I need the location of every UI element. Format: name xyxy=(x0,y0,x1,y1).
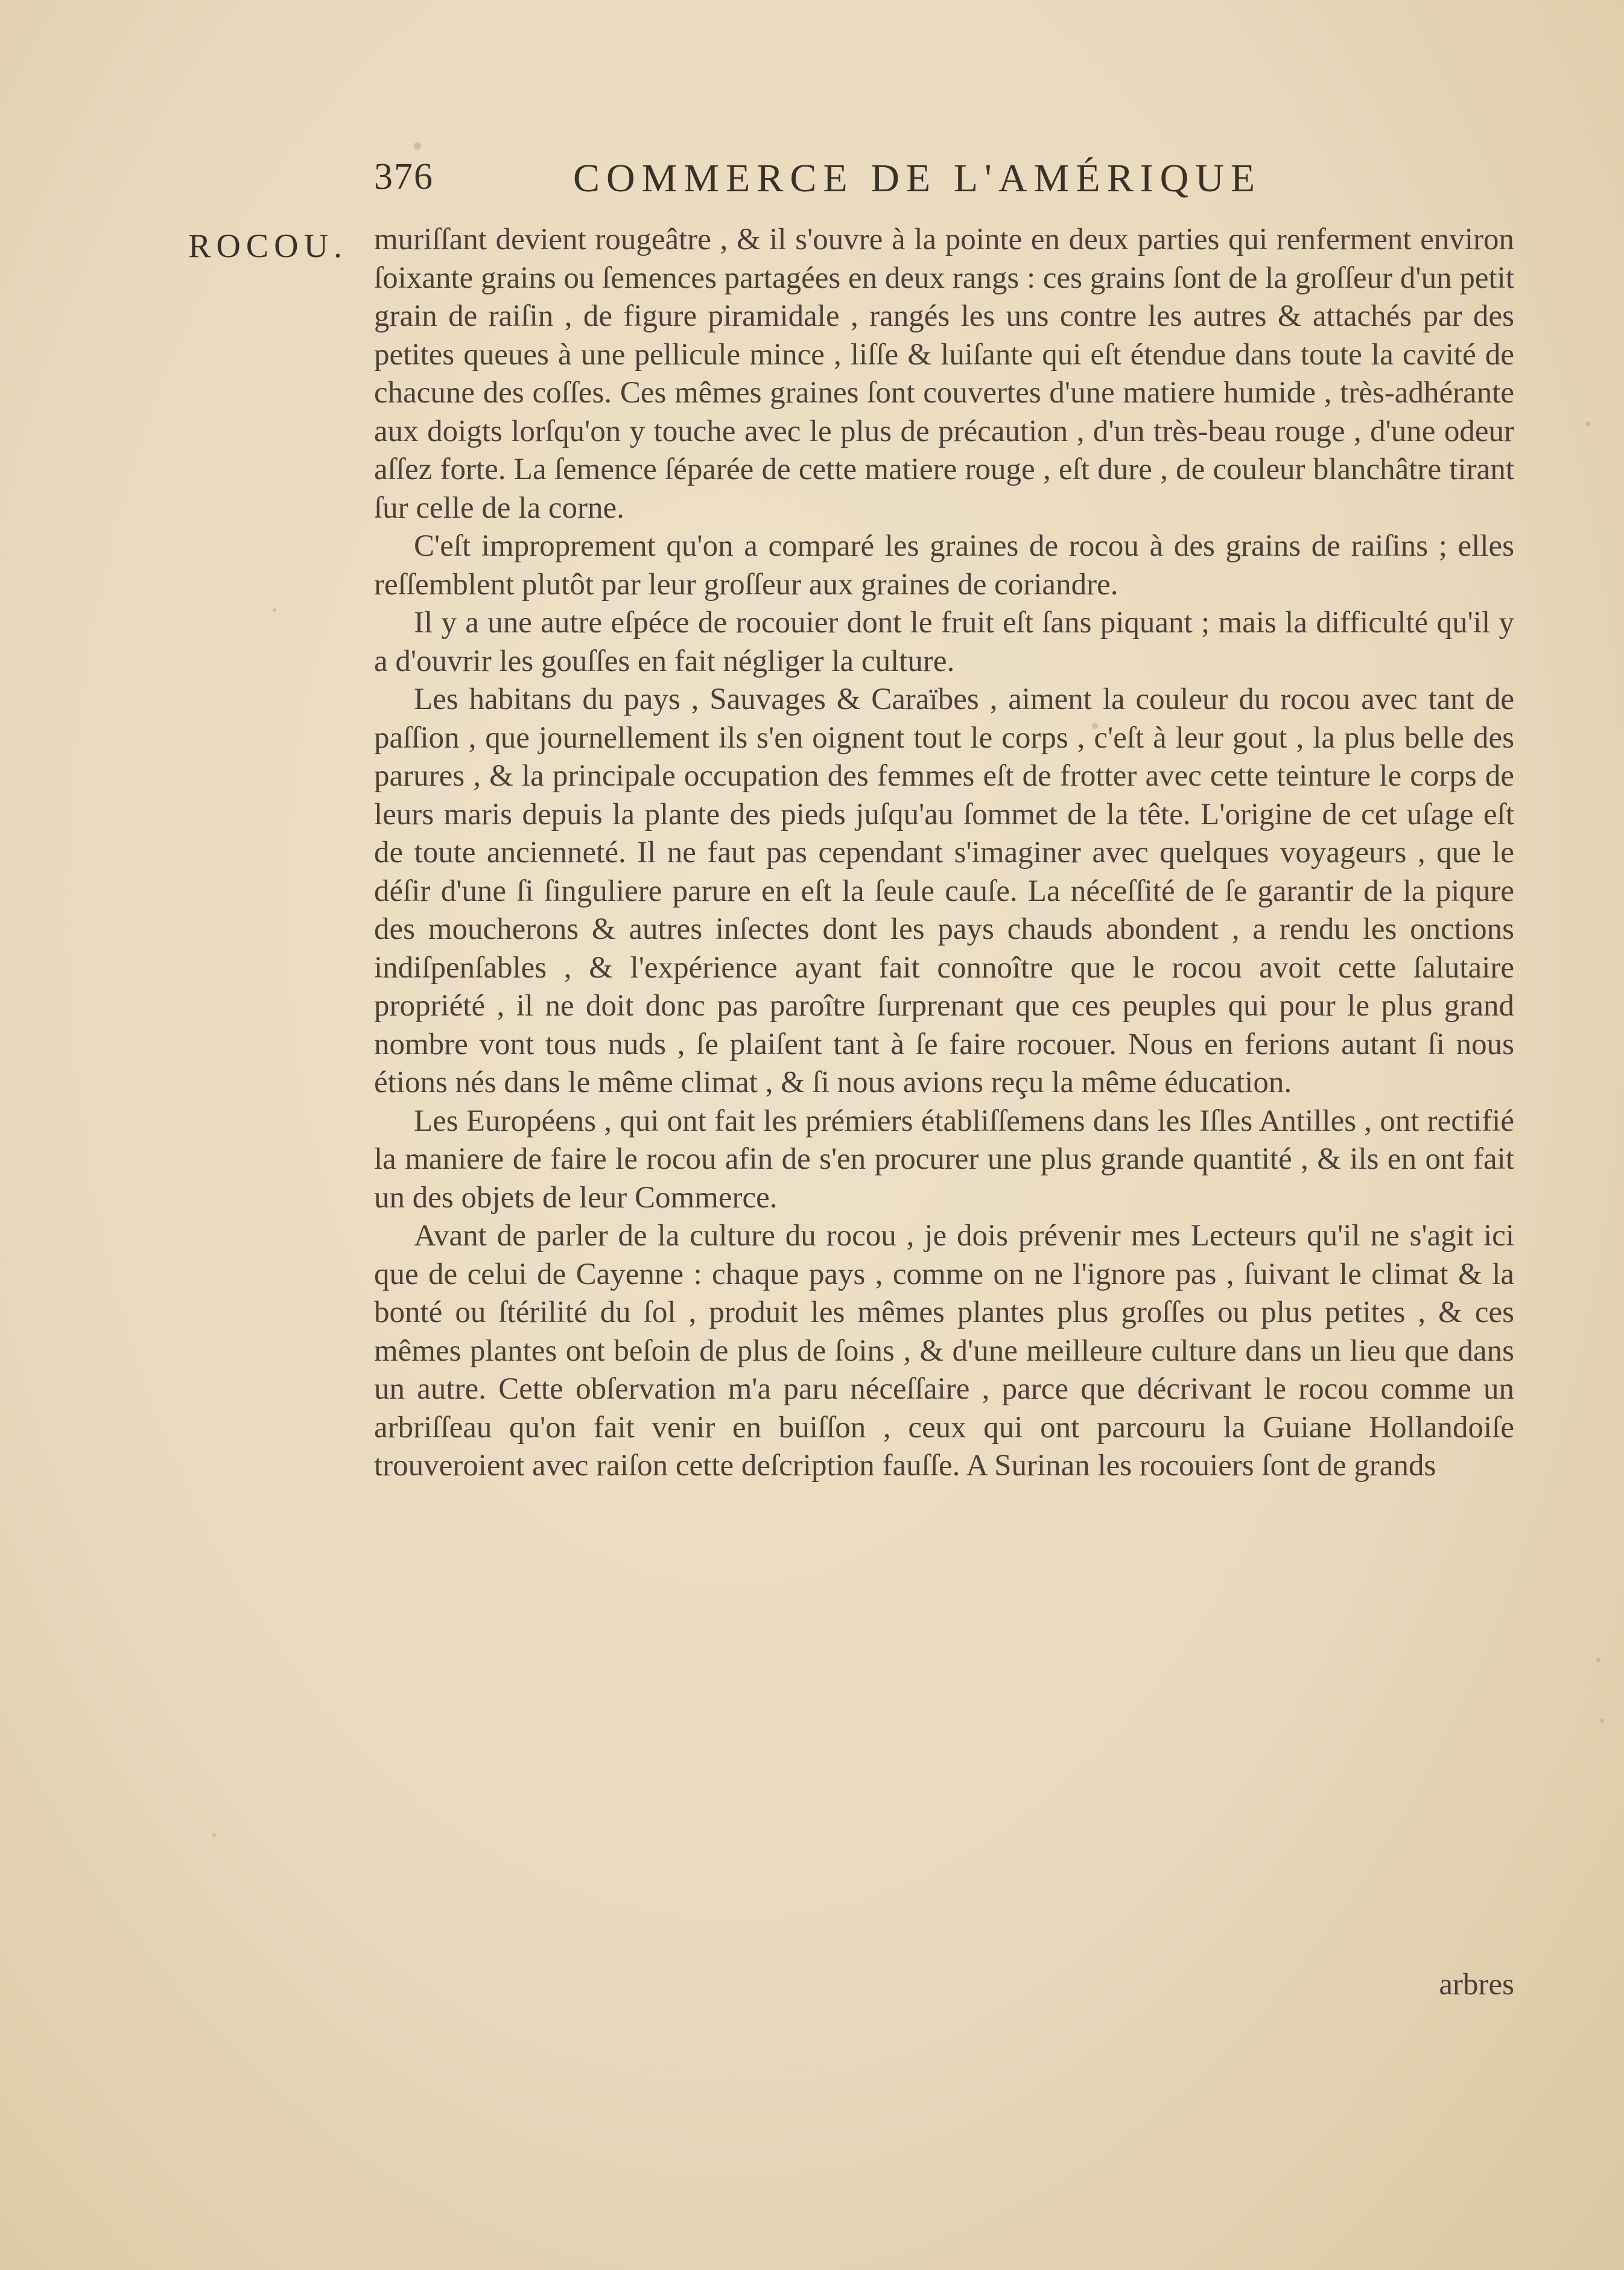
paper-spot xyxy=(273,608,276,612)
paper-spot xyxy=(414,142,421,150)
running-head xyxy=(374,156,1400,204)
paragraph: Les Européens , qui ont fait les prémiers établiſſemens dans les Iſles Antilles , ont rectifié la maniere de faire le rocou afin de s'en procurer une plus grande quantité , & ils en ont fait un des objets de leur Commerce. xyxy=(374,1104,1514,1215)
paper-spot xyxy=(212,1833,216,1837)
running-title: COMMERCE DE L'AMÉRIQUE xyxy=(573,156,1262,200)
catchword: arbres xyxy=(1439,1968,1514,2001)
paper-spot xyxy=(1585,421,1591,427)
paragraph: muriſſant devient rougeâtre , & il s'ouvre à la pointe en deux parties qui renferment environ ſoixante grains ou ſemences partagées en deux rangs : ces grains ſont de la groſſeur d'un petit grain de raiſin , de figure piramidale , rangés les uns contre les autres & attachés par des petites queues à une pellicule mince , liſſe & luiſante qui eſt étendue dans toute la cavité de chacune des coſſes. Ces mêmes graines ſont couvertes d'une matiere humide , très-adhérante aux doigts lorſqu'on y touche avec le plus de précaution , d'un très-beau rouge , d'une odeur aſſez forte. La ſemence ſéparée de cette matiere rouge , eſt dure , de couleur blanchâtre tirant ſur celle de la corne. xyxy=(374,223,1514,525)
paper-spot xyxy=(1600,1718,1604,1723)
paragraph: C'eſt improprement qu'on a comparé les graines de rocou à des grains de raiſins ; elles reſſemblent plutôt par leur groſſeur aux graines de coriandre. xyxy=(374,529,1514,602)
paper-spot xyxy=(1596,1658,1600,1662)
page-number: 376 xyxy=(374,156,434,197)
paragraph: Il y a une autre eſpéce de rocouier dont le fruit eſt ſans piquant ; mais la difficulté qu'il y a d'ouvrir les gouſſes en fait négliger la culture. xyxy=(374,606,1514,678)
paragraph: Avant de parler de la culture du rocou , je dois prévenir mes Lecteurs qu'il ne s'agit ici que de celui de Cayenne : chaque pays , comme on ne l'ignore pas , ſuivant le climat & la bonté ou ſtérilité du ſol , produit les mêmes plantes plus groſſes ou plus petites , & ces mêmes plantes ont beſoin de plus de ſoins , & d'une meilleure culture dans un lieu que dans un autre. Cette obſervation m'a paru néceſſaire , parce que décrivant le rocou comme un arbriſſeau qu'on fait venir en buiſſon , ceux qui ont parcouru la Guiane Hollandoiſe trouveroient avec raiſon cette deſcription fauſſe. A Surinan les rocouiers ſont de grands xyxy=(374,1219,1514,1483)
margin-note: ROCOU. xyxy=(188,227,348,265)
body-text xyxy=(374,221,1514,1486)
paragraph: Les habitans du pays , Sauvages & Caraïbes , aiment la couleur du rocou avec tant de paſſion , que journellement ils s'en oignent tout le corps , c'eſt à leur gout , la plus belle des parures , & la principale occupation des femmes eſt de frotter avec cette teinture le corps de leurs maris depuis la plante des pieds juſqu'au ſommet de la tête. L'origine de cet uſage eſt de toute ancienneté. Il ne faut pas cependant s'imaginer avec quelques voyageurs , que le déſir d'une ſi ſinguliere parure en eſt la ſeule cauſe. La néceſſité de ſe garantir de la piqure des moucherons & autres inſectes dont les pays chauds abondent , a rendu les onctions indiſpenſables , & l'expérience ayant fait connoître que le rocou avoit cette ſalutaire propriété , il ne doit donc pas paroître ſurprenant que ces peuples qui pour le plus grand nombre vont tous nuds , ſe plaiſent tant à ſe faire rocouer. Nous en ferions autant ſi nous étions nés dans le même climat , & ſi nous avions reçu la même éducation. xyxy=(374,682,1514,1099)
